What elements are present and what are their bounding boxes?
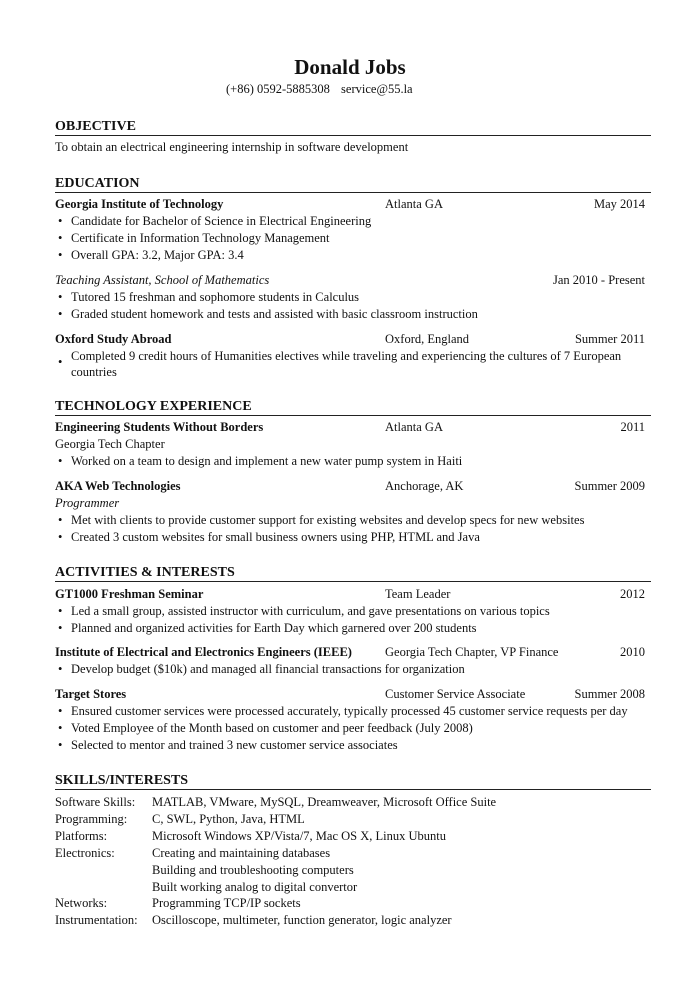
bullet-glyph: •: [58, 530, 63, 544]
skill-value: Building and troubleshooting computers: [152, 863, 354, 877]
objective-text: To obtain an electrical engineering internship in software development: [55, 140, 409, 154]
candidate-name: Donald Jobs: [294, 55, 406, 79]
section-heading-activities: ACTIVITIES & INTERESTS: [55, 564, 651, 582]
tech-location-ewb: Atlanta GA: [385, 420, 443, 434]
bullet-glyph: •: [58, 662, 63, 676]
tech-date-aka: Summer 2009: [574, 479, 645, 493]
bullet-glyph: •: [58, 513, 63, 527]
activity-position-gt1000: Team Leader: [385, 587, 451, 601]
education-ta-role: Teaching Assistant, School of Mathematics: [55, 273, 270, 287]
email-address: service@55.la: [341, 82, 413, 96]
bullet-text: Voted Employee of the Month based on customer and peer feedback (July 2008): [71, 721, 473, 735]
bullet-text: Led a small group, assisted instructor with curriculum, and gave presentations on various topics: [71, 604, 550, 618]
bullet-text: Overall GPA: 3.2, Major GPA: 3.4: [71, 248, 244, 262]
skill-value: Oscilloscope, multimeter, function generator, logic analyzer: [152, 913, 452, 927]
education-ta-date: Jan 2010 - Present: [553, 273, 645, 287]
bullet-glyph: •: [58, 621, 63, 635]
education-location-oxford: Oxford, England: [385, 332, 470, 346]
bullet-glyph: •: [58, 355, 63, 369]
education-date-oxford: Summer 2011: [574, 332, 645, 346]
bullet-glyph: •: [58, 454, 63, 468]
section-heading-objective: OBJECTIVE: [55, 118, 651, 136]
activity-org-target: Target Stores: [55, 687, 127, 701]
bullet-text: Worked on a team to design and implement a new water pump system in Haiti: [71, 454, 463, 468]
skill-label: Programming:: [55, 812, 128, 826]
bullet-glyph: •: [58, 721, 63, 735]
education-location-georgia: Atlanta GA: [385, 197, 443, 211]
bullet-text: Certificate in Information Technology Management: [71, 231, 330, 245]
skill-label: Instrumentation:: [55, 913, 138, 927]
bullet-glyph: •: [58, 231, 63, 245]
education-org-oxford: Oxford Study Abroad: [55, 332, 172, 346]
activity-org-ieee: Institute of Electrical and Electronics Engineers (IEEE): [55, 645, 352, 659]
bullet-glyph: •: [58, 738, 63, 752]
skill-label: Platforms:: [55, 829, 108, 843]
bullet-text: Candidate for Bachelor of Science in Electrical Engineering: [71, 214, 372, 228]
tech-role-aka: Programmer: [55, 496, 120, 510]
bullet-glyph: •: [58, 248, 63, 262]
bullet-text: Tutored 15 freshman and sophomore students in Calculus: [71, 290, 360, 304]
bullet-text: Graded student homework and tests and assisted with basic classroom instruction: [71, 307, 478, 321]
section-heading-education: EDUCATION: [55, 175, 651, 193]
tech-date-ewb: 2011: [620, 420, 645, 434]
bullet-glyph: •: [58, 290, 63, 304]
bullet-text: Created 3 custom websites for small business owners using PHP, HTML and Java: [71, 530, 480, 544]
skill-value: Creating and maintaining databases: [152, 846, 331, 860]
bullet-text: Planned and organized activities for Earth Day which garnered over 200 students: [71, 621, 477, 635]
skill-value: C, SWL, Python, Java, HTML: [152, 812, 305, 826]
section-heading-skills: SKILLS/INTERESTS: [55, 772, 651, 790]
bullet-text: Completed 9 credit hours of Humanities electives while traveling and experiencing the cultures of 7 European countries: [71, 349, 622, 379]
tech-org-ewb: Engineering Students Without Borders: [55, 420, 264, 434]
skill-value: Built working analog to digital convertor: [152, 880, 358, 894]
skill-label: Electronics:: [55, 846, 115, 860]
bullet-glyph: •: [58, 704, 63, 718]
tech-org-aka: AKA Web Technologies: [55, 479, 181, 493]
skill-label: Networks:: [55, 896, 108, 910]
activity-org-gt1000: GT1000 Freshman Seminar: [55, 587, 204, 601]
bullet-text: Selected to mentor and trained 3 new customer service associates: [71, 738, 398, 752]
phone-number: (+86) 0592-5885308: [226, 82, 330, 96]
activity-position-ieee: Georgia Tech Chapter, VP Finance: [385, 645, 559, 659]
activity-date-target: Summer 2008: [574, 687, 645, 701]
skill-value: Microsoft Windows XP/Vista/7, Mac OS X, Linux Ubuntu: [152, 829, 446, 843]
section-heading-technology: TECHNOLOGY EXPERIENCE: [55, 398, 651, 416]
bullet-glyph: •: [58, 307, 63, 321]
education-org-georgia: Georgia Institute of Technology: [55, 197, 224, 211]
contact-line: [226, 81, 413, 97]
education-date-georgia: May 2014: [593, 197, 645, 211]
bullet-text: Met with clients to provide customer support for existing websites and develop specs for new websites: [71, 513, 585, 527]
tech-location-aka: Anchorage, AK: [385, 479, 464, 493]
activity-position-target: Customer Service Associate: [385, 687, 526, 701]
skill-value: MATLAB, VMware, MySQL, Dreamweaver, Microsoft Office Suite: [152, 795, 497, 809]
bullet-glyph: •: [58, 604, 63, 618]
skill-label: Software Skills:: [55, 795, 136, 809]
activity-date-ieee: 2010: [620, 645, 645, 659]
activity-date-gt1000: 2012: [620, 587, 645, 601]
bullet-text: Ensured customer services were processed accurately, typically processed 45 customer service requests per day: [71, 704, 628, 718]
skill-value: Programming TCP/IP sockets: [152, 896, 301, 910]
tech-sub-ewb: Georgia Tech Chapter: [55, 437, 165, 451]
bullet-glyph: •: [58, 214, 63, 228]
bullet-text: Develop budget ($10k) and managed all financial transactions for organization: [71, 662, 465, 676]
